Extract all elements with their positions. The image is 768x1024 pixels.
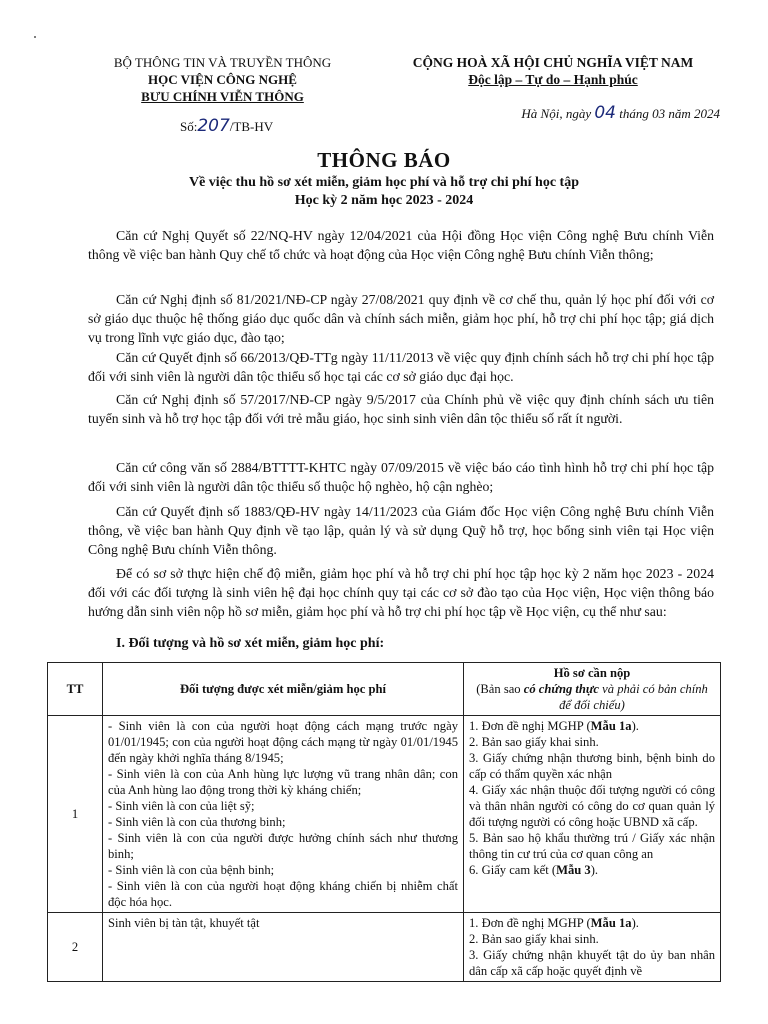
col-header-documents: [464, 663, 721, 716]
document-item: 5. Bản sao hộ khẩu thường trú / Giấy xác nhận thông tin cư trú của cơ quan công an: [469, 831, 715, 861]
object-item: - Sinh viên là con của liệt sỹ;: [108, 799, 255, 813]
document-number: [180, 116, 273, 136]
document-item: 2. Bản sao giấy khai sinh.: [469, 932, 599, 946]
eligibility-table: [47, 662, 721, 982]
object-item: Sinh viên bị tàn tật, khuyết tật: [108, 916, 260, 930]
object-item: - Sinh viên là con của thương binh;: [108, 815, 286, 829]
subtitle-line2: Học kỳ 2 năm học 2023 - 2024: [294, 193, 474, 208]
date-day-handwritten: 04: [594, 103, 616, 123]
doc-form-code: Mẫu 1a: [590, 916, 632, 930]
country-name: CỘNG HOÀ XÃ HỘI CHỦ NGHĨA VIỆT NAM: [412, 55, 694, 70]
motto: [378, 71, 728, 88]
table-row: [48, 716, 721, 913]
object-item: - Sinh viên là con của người hoạt động cách mạng trước ngày 01/01/1945; con của người hoạt động cách mạng từ ngày 01/01/1945 đến ngày khởi nghĩa tháng 8/1945;: [108, 719, 458, 765]
issue-date: [521, 103, 720, 123]
col-header-tt: TT: [48, 663, 103, 716]
section-heading: I. Đối tượng và hồ sơ xét miễn, giảm học phí:: [116, 636, 385, 651]
date-prefix: Hà Nội, ngày: [521, 106, 592, 121]
note-open: (Bản sao: [476, 682, 524, 696]
motto-text: Độc lập – Tự do – Hạnh phúc: [468, 72, 638, 87]
object-item: - Sinh viên là con của người hoạt động kháng chiến bị nhiễm chất độc hóa học.: [108, 879, 458, 909]
documents-note: [469, 681, 715, 713]
object-item: - Sinh viên là con của Anh hùng lực lượng vũ trang nhân dân; con của Anh hùng lao động trong thời kỳ kháng chiến;: [108, 767, 458, 797]
date-suffix: tháng 03 năm 2024: [619, 106, 720, 121]
document-item: 4. Giấy xác nhận thuộc đối tượng người có công và thân nhân người có công do cơ quan quản lý đối tượng người có công hoặc UBND xã cấp.: [469, 783, 715, 829]
institute-name-line2: [80, 88, 365, 105]
scan-speck: [34, 36, 36, 38]
note-rest: và phải có bản chính để đối chiếu): [559, 682, 708, 712]
doc-no-prefix: Số:: [180, 119, 198, 134]
document-item: [469, 915, 715, 931]
documents-title: Hồ sơ cần nộp: [553, 666, 631, 680]
subtitle-line1: Về việc thu hồ sơ xét miễn, giảm học phí và hỗ trợ chi phí học tập: [188, 175, 580, 190]
document-item: [469, 718, 715, 734]
doc-form-code: Mẫu 3: [556, 863, 591, 877]
document-item: [469, 862, 715, 878]
doc-text: 6. Giấy cam kết (: [469, 863, 557, 877]
paragraph-legal-basis-6: Căn cứ Quyết định số 1883/QĐ-HV ngày 14/11/2023 của Giám đốc Học viện Công nghệ Bưu chính Viễn thông, về việc ban hành Quy định về tạo lập, quản lý và sử dụng Quỹ hỗ trợ, học bổng sinh viên tại Học viện Công nghệ Bưu chính Viễn thông.: [88, 504, 714, 557]
table-row: [48, 913, 721, 982]
document-item: 3. Giấy chứng nhận khuyết tật do ủy ban nhân dân cấp xã cấp hoặc quyết định về: [469, 948, 715, 978]
documents-cell: [464, 913, 721, 982]
doc-text: 1. Đơn đề nghị MGHP (: [469, 719, 591, 733]
paragraph-purpose: Để có sơ sở thực hiện chế độ miễn, giảm học phí và hỗ trợ chi phí học tập học kỳ 2 năm học 2023 - 2024 đối với các đối tượng là sinh viên hệ đại học chính quy tại các cơ sở đào tạo của Học viện, Học viện thông báo hướng dẫn sinh viên nộp hồ sơ miễn, giảm học phí và hỗ trợ chi phí học tập về Học viện, cụ thể như sau:: [88, 566, 714, 619]
doc-tail: ).: [631, 719, 639, 733]
doc-form-code: Mẫu 1a: [590, 719, 632, 733]
ministry-name: BỘ THÔNG TIN VÀ TRUYỀN THÔNG: [113, 55, 332, 70]
paragraph-legal-basis-5: Căn cứ công văn số 2884/BTTTT-KHTC ngày 07/09/2015 về việc báo cáo tình hình hỗ trợ chi phí học tập đối với sinh viên là người dân tộc thiểu số thuộc hộ nghèo, hộ cận nghèo;: [88, 460, 714, 494]
paragraph-legal-basis-4: Căn cứ Nghị định số 57/2017/NĐ-CP ngày 9/5/2017 của Chính phủ về việc quy định chính sách ưu tiên tuyển sinh và hỗ trợ học tập đối với trẻ mẫu giáo, học sinh sinh viên dân tộc thiểu số rất ít người.: [88, 392, 714, 426]
document-item: 3. Giấy chứng nhận thương binh, bệnh binh do cấp có thẩm quyền xác nhận: [469, 751, 715, 781]
doc-tail: ).: [590, 863, 599, 877]
note-bold: có chứng thực: [523, 682, 600, 696]
doc-text: 1. Đơn đề nghị MGHP (: [469, 916, 591, 930]
document-subtitle: [0, 174, 768, 210]
document-title: THÔNG BÁO: [317, 148, 451, 172]
doc-no-handwritten: 207: [197, 116, 230, 136]
col-header-object: Đối tượng được xét miễn/giảm học phí: [103, 663, 464, 716]
table-header-row: [48, 663, 721, 716]
paragraph-legal-basis-3: Căn cứ Quyết định số 66/2013/QĐ-TTg ngày 11/11/2013 về việc quy định chính sách hỗ trợ chi phí học tập đối với sinh viên là người dân tộc thiểu số học tại các cơ sở giáo dục đại học.: [88, 350, 714, 384]
row-number: 2: [48, 913, 103, 982]
document-item: 2. Bản sao giấy khai sinh.: [469, 735, 599, 749]
paragraph-legal-basis-2: Căn cứ Nghị định số 81/2021/NĐ-CP ngày 27/08/2021 quy định về cơ chế thu, quản lý học phí đối với cơ sở giáo dục thuộc hệ thống giáo dục quốc dân và chính sách miễn, giảm học phí, hỗ trợ chi phí học tập; giá dịch vụ trong lĩnh vực giáo dục, đào tạo;: [88, 292, 714, 345]
institute-name-text: BƯU CHÍNH VIỄN THÔNG: [141, 89, 304, 104]
national-header: [378, 54, 728, 88]
doc-no-suffix: /TB-HV: [229, 119, 274, 134]
issuer-block: [80, 54, 365, 105]
row-number: 1: [48, 716, 103, 913]
object-cell: [103, 716, 464, 913]
object-cell: [103, 913, 464, 982]
paragraph-legal-basis-1: Căn cứ Nghị Quyết số 22/NQ-HV ngày 12/04/2021 của Hội đồng Học viện Công nghệ Bưu chính Viễn thông về việc ban hành Quy chế tổ chức và hoạt động của Học viện Công nghệ Bưu chính Viễn thông;: [88, 228, 714, 262]
documents-cell: [464, 716, 721, 913]
object-item: - Sinh viên là con của người được hưởng chính sách như thương binh;: [108, 831, 458, 861]
object-item: - Sinh viên là con của bệnh binh;: [108, 863, 275, 877]
institute-name-line1: HỌC VIỆN CÔNG NGHỆ: [148, 72, 297, 87]
doc-tail: ).: [631, 916, 639, 930]
